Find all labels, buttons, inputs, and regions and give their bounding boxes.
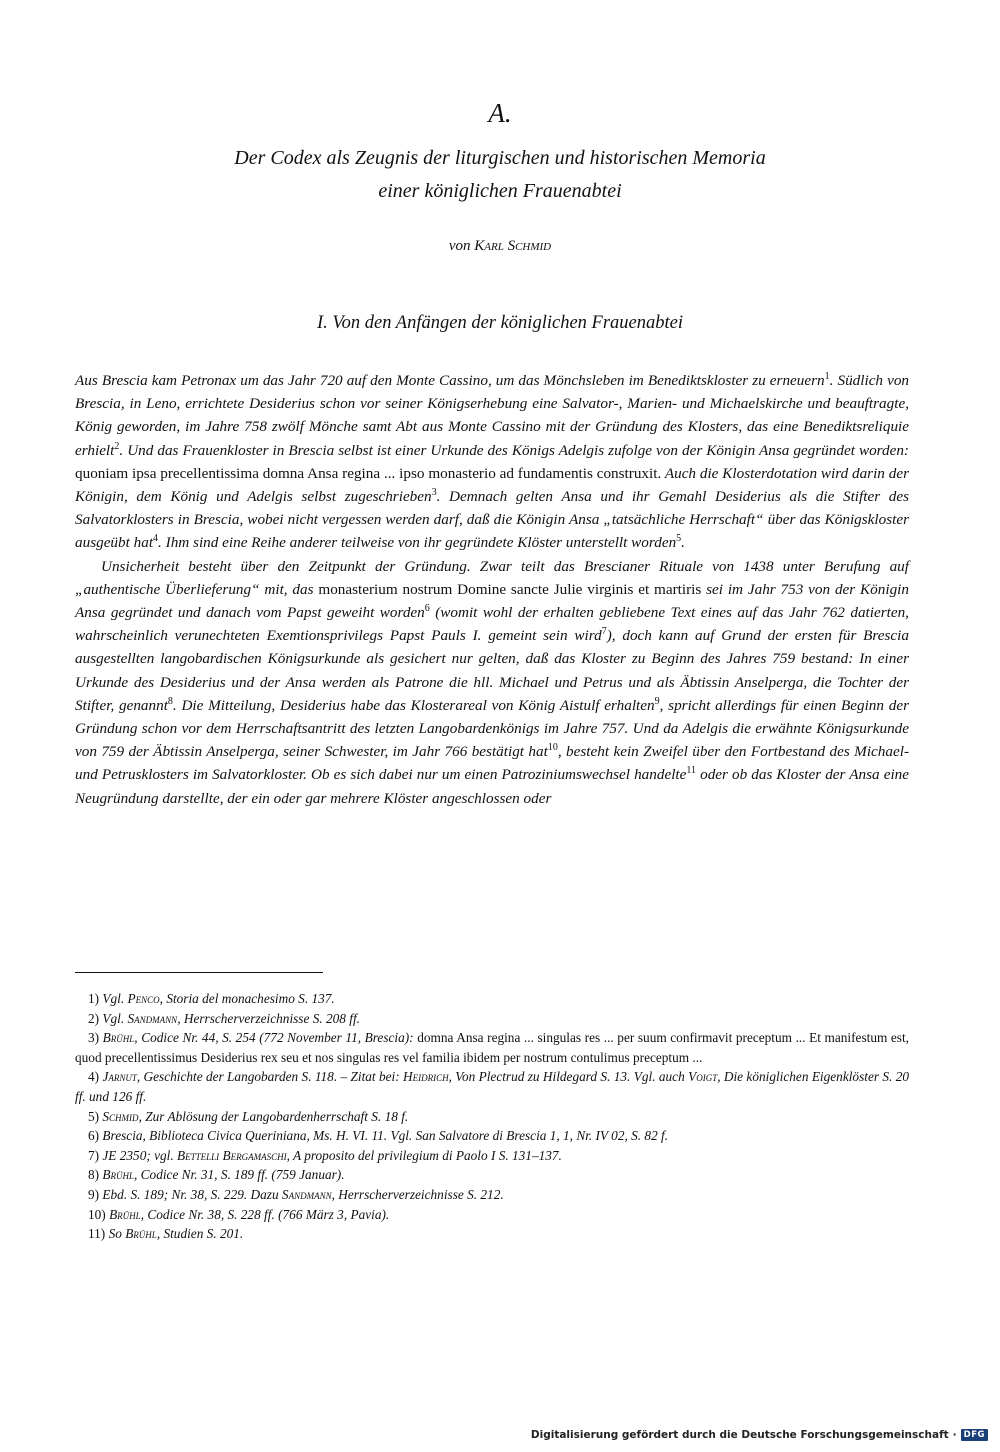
footnote-10 [75, 1205, 909, 1225]
digitization-credit-text: Digitalisierung gefördert durch die Deutsche Forschungsgemeinschaft [530, 1429, 949, 1441]
footnote-1 [75, 989, 909, 1009]
footnote-text: So [108, 1226, 126, 1242]
footnote-number: 4) [88, 1069, 100, 1085]
footnote-text: JE 2350; vgl. [102, 1147, 177, 1163]
footnote-9 [75, 1185, 909, 1205]
author-line [0, 238, 1000, 255]
dfg-logo-icon: DFG [961, 1429, 988, 1441]
p1-text-2: . Südlich von Brescia, in Leno, errichtete Desiderius schon vor seiner Königserhebung eine Salvator-, Marien- und Michaelskirche und beauftragte, König geworden, im Jahre 758 zwölf Mönche samt Abt aus Monte Cassino mit der Gründung des Klosters, das eine Benediktsreliquie erhielt [75, 372, 910, 459]
footnote-text: Brescia, Biblioteca Civica Queriniana, Ms. H. VI. 11. Vgl. San Salvatore di Brescia 1, 1, Nr. IV 02, S. 82 f. [102, 1128, 669, 1144]
p1-text-1: Aus Brescia kam Petronax um das Jahr 720 auf den Monte Cassino, um das Mönchsleben im Benediktskloster zu erneuern [75, 372, 825, 389]
chapter-title-line-1: Der Codex als Zeugnis der liturgischen und historischen Memoria [234, 147, 766, 169]
p1-text-6: . Ihm sind eine Reihe anderer teilweise von ihr gegründete Klöster unterstellt worden [158, 534, 677, 552]
p2-latin-quote: monasterium nostrum Domine sancte Julie virginis et martiris [318, 580, 702, 598]
footnote-text: Schmid [102, 1108, 139, 1124]
footnote-text: , Die königlichen Eigenklöster S. 20 ff. und 126 ff. [75, 1069, 909, 1104]
footnote-text: Vgl. [102, 991, 128, 1006]
p2-text-5: . Die Mitteilung, Desiderius habe das Klosterareal von König Aistulf erhalten [172, 696, 655, 714]
p1-text-7: . [681, 534, 685, 552]
section-heading: I. Von den Anfängen der königlichen Frauenabtei [317, 313, 683, 333]
footnote-divider [75, 972, 323, 973]
footnote-text: , A proposito del privilegium di Paolo I S. 131–137. [286, 1147, 562, 1163]
footnote-text: , Zur Ablösung der Langobardenherrschaft S. 18 f. [138, 1108, 409, 1124]
footnote-text: Sandmann [281, 1186, 332, 1202]
footnote-text: Heidrich [403, 1069, 449, 1085]
p1-latin-quote: quoniam ipsa precellentissima domna Ansa regina ... ipso monasterio ad fundamentis construxit. [75, 464, 662, 482]
footnote-ref-10[interactable]: 10 [547, 742, 558, 754]
footnote-text: Vgl. [102, 1010, 128, 1026]
footnote-number: 2) [88, 1010, 100, 1026]
footnote-8 [75, 1165, 909, 1185]
paragraph-2 [75, 555, 909, 810]
footnote-number: 7) [88, 1147, 100, 1163]
footnote-number: 8) [88, 1167, 100, 1183]
footnote-text: , Herrscherverzeichnisse S. 208 ff. [177, 1010, 360, 1026]
footnote-text: Sandmann [127, 1010, 178, 1026]
digitization-credit [531, 1429, 988, 1441]
p2-text-1: Unsicherheit besteht über den Zeitpunkt der Gründung. Zwar teilt das Brescianer Rituale von 1438 unter Berufung auf „authentische Überlieferung“ mit, das [75, 557, 909, 598]
footnote-number: 11) [88, 1226, 106, 1242]
author-name: Karl Schmid [474, 238, 552, 254]
footnote-text: , Storia del monachesimo S. 137. [159, 991, 335, 1006]
footnote-ref-1[interactable]: 1 [824, 370, 830, 382]
footnote-text: Voigt [688, 1069, 718, 1085]
p1-text-5: . Demnach gelten Ansa und ihr Gemahl Desiderius als die Stifter des Salvatorklosters in Brescia, wobei nicht vergessen werden darf, daß die Königin Ansa „tatsächliche Herrschaft“ über das Königskloster ausgeübt hat [75, 488, 909, 552]
footnote-6 [75, 1126, 909, 1146]
p1-text-3: . Und das Frauenkloster in Brescia selbst ist einer Urkunde des Königs Adelgis zufolge von der Königin Ansa gegründet worden: [119, 441, 909, 459]
footnote-ref-8[interactable]: 8 [167, 695, 173, 707]
p1-text-4: Auch die Klosterdotation wird darin der Königin, dem König und Adelgis selbst zugeschrieben [75, 464, 909, 506]
footnote-ref-6[interactable]: 6 [424, 602, 430, 614]
footnote-2 [75, 1009, 909, 1029]
footnote-text: , Geschichte der Langobarden S. 118. – Zitat bei: [136, 1069, 404, 1085]
chapter-title-line-2: einer königlichen Frauenabtei [378, 180, 622, 202]
footnote-text: Brühl [125, 1226, 157, 1242]
footnote-11 [75, 1224, 909, 1244]
footnote-ref-2[interactable]: 2 [114, 440, 120, 452]
footnote-text: , Codice Nr. 31, S. 189 ff. (759 Januar). [134, 1167, 345, 1183]
footnote-text: Brühl [102, 1167, 135, 1183]
footnote-ref-5[interactable]: 5 [676, 533, 682, 545]
footnote-3 [75, 1028, 909, 1067]
part-letter: A. [488, 98, 512, 128]
p2-text-2: sei im Jahr 753 von der Königin Ansa gegründet und danach vom Papst geweiht worden [75, 580, 909, 622]
p2-text-4: ), doch kann auf Grund der ersten für Brescia ausgestellten langobardischen Königsurkunde als gesichert nur gelten, daß das Kloster zu Beginn des Jahres 759 bestand: In einer Urkunde des Desiderius und der Ansa werden als Patrone die hll. Michael und Petrus und als Äbtissin Anselperga, die Tochter der Stifter, genannt [75, 627, 909, 714]
footnote-number: 3) [88, 1030, 100, 1046]
footnote-text: , Codice Nr. 44, S. 254 (772 November 11, Brescia): [134, 1030, 418, 1046]
p2-text-6: , spricht allerdings für einen Beginn der Gründung schon vor dem Herrschaftsantritt des letzten Langobardenkönigs im Jahre 757. Und da Adelgis die erwähnte Königsurkunde von 759 der Äbtissin Anselperga, seiner Schwester, im Jahr 766 bestätigt hat [75, 696, 909, 761]
footnote-text: Ebd. S. 189; Nr. 38, S. 229. Dazu [102, 1186, 282, 1202]
paragraph-1 [75, 369, 909, 555]
p2-text-3: (womit wohl der erhalten gebliebene Text eines auf das Jahr 762 datierten, wahrscheinlich verunechteten Exemtionsprivilegs Papst Pauls I. gemeint sein wird [75, 604, 909, 645]
footnote-number: 6) [88, 1128, 100, 1144]
footnote-text: Brühl [102, 1030, 135, 1046]
credit-separator: · [952, 1429, 957, 1441]
footnote-text: , Studien S. 201. [156, 1226, 244, 1242]
footnote-4 [75, 1067, 909, 1106]
p2-text-8: oder ob das Kloster der Ansa eine Neugründung darstellte, der ein oder gar mehrere Klöster angeschlossen oder [75, 766, 909, 807]
footnote-text: Jarnut [102, 1069, 137, 1085]
author-prefix: von [448, 238, 471, 254]
footnote-text: , Von Plectrud zu Hildegard S. 13. Vgl. auch [448, 1069, 689, 1085]
footnote-text: Bettelli Bergamaschi [177, 1147, 287, 1163]
p2-text-7: , besteht kein Zweifel über den Fortbestand des Michael- und Petrusklosters im Salvatorkloster. Ob es sich dabei nur um einen Patroziniumswechsel handelte [75, 743, 909, 784]
footnote-ref-3[interactable]: 3 [431, 486, 437, 498]
footnote-ref-7[interactable]: 7 [601, 626, 607, 638]
footnote-number: 9) [88, 1186, 100, 1202]
chapter-title [100, 142, 900, 208]
body-text [75, 369, 909, 810]
footnote-text: , Herrscherverzeichnisse S. 212. [331, 1186, 504, 1202]
footnote-7 [75, 1146, 909, 1166]
footnotes [75, 989, 909, 1244]
footnote-number: 5) [88, 1108, 100, 1124]
footnote-ref-4[interactable]: 4 [153, 533, 159, 545]
footnote-text: , Codice Nr. 38, S. 228 ff. (766 März 3, Pavia). [140, 1206, 390, 1222]
footnote-5 [75, 1107, 909, 1127]
footnote-text: Penco [127, 991, 160, 1006]
footnote-ref-9[interactable]: 9 [654, 695, 660, 707]
footnote-text: domna Ansa regina ... singulas res ... per suum confirmavit preceptum ... Et manifestum est, quod precellentissimus Desiderius rex seu et nos singulas res vel familia ibidem per nostrum contulimus preceptum ... [75, 1030, 909, 1065]
footnote-number: 10) [88, 1206, 106, 1222]
footnote-number: 1) [88, 991, 100, 1006]
footnote-text: Brühl [109, 1206, 141, 1222]
footnote-ref-11[interactable]: 11 [686, 765, 697, 777]
